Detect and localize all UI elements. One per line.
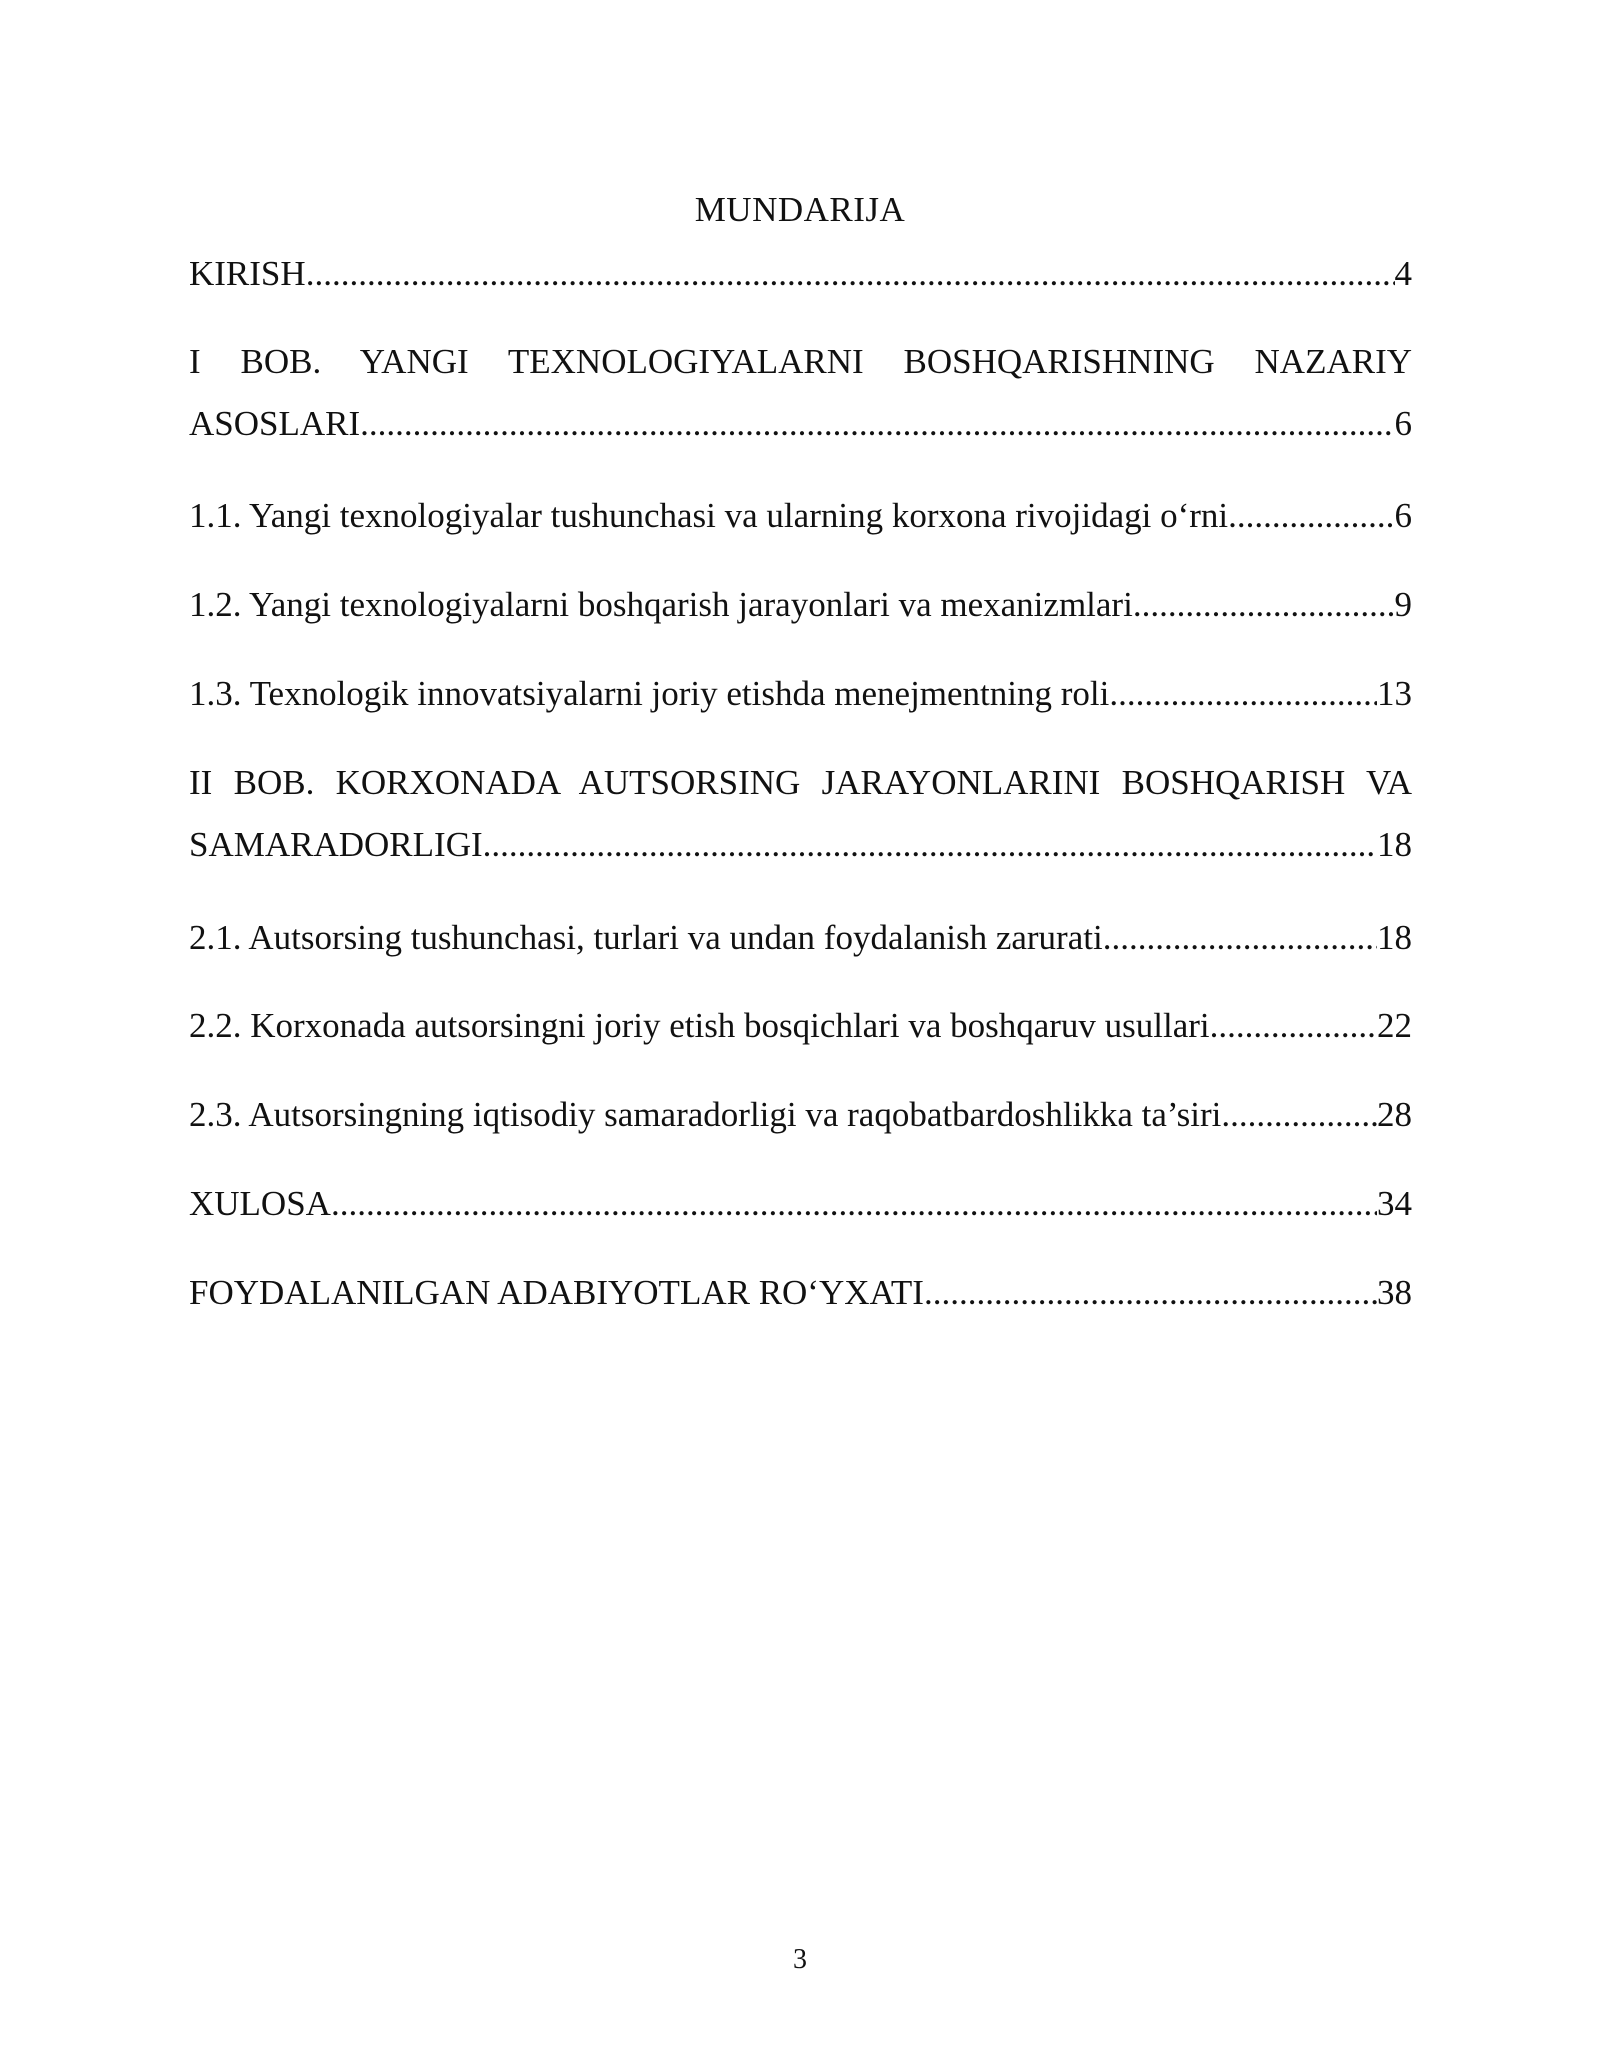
toc-leader-dots (1133, 583, 1395, 627)
toc-entry-xulosa[interactable] (189, 1182, 1412, 1226)
toc-entry-references[interactable] (189, 1271, 1412, 1315)
toc-entry-page: 6 (1394, 496, 1412, 535)
toc-entry-text: XULOSA (189, 1184, 331, 1223)
toc-entry-section-1-1[interactable] (189, 494, 1412, 538)
toc-entry-section-2-3[interactable] (189, 1093, 1412, 1137)
toc-entry-text: 2.2. Korxonada autsorsingni joriy etish bosqichlari va boshqaruv usullari (189, 1006, 1210, 1045)
toc-entry-page: 28 (1377, 1095, 1412, 1134)
toc-entry-text: 2.3. Autsorsingning iqtisodiy samaradorligi va raqobatbardoshlikka ta’siri (189, 1095, 1222, 1134)
toc-entry-text: KIRISH (189, 254, 306, 293)
toc-entry-page: 9 (1394, 585, 1412, 624)
toc-entry-section-2-1[interactable] (189, 916, 1412, 960)
toc-leader-dots (924, 1271, 1377, 1315)
toc-leader-dots (1103, 916, 1377, 960)
toc-entry-chapter-1[interactable] (189, 340, 1412, 446)
toc-entry-text: 1.1. Yangi texnologiyalar tushunchasi va ularning korxona rivojidagi o‘rni (189, 496, 1229, 535)
toc-entry-section-1-3[interactable] (189, 672, 1412, 716)
toc-entry-text: FOYDALANILGAN ADABIYOTLAR RO‘YXATI (189, 1273, 924, 1312)
toc-entry-text: 1.2. Yangi texnologiyalarni boshqarish jarayonlari va mexanizmlari (189, 585, 1133, 624)
toc-entry-kirish[interactable] (189, 252, 1412, 296)
toc-entry-page: 13 (1377, 674, 1412, 713)
toc-entry-page: 18 (1377, 918, 1412, 957)
toc-entry-text: SAMARADORLIGI (189, 825, 483, 864)
toc-entry-section-1-2[interactable] (189, 583, 1412, 627)
toc-entry-text: 2.1. Autsorsing tushunchasi, turlari va undan foydalanish zarurati (189, 918, 1103, 957)
toc-leader-dots (360, 402, 1394, 446)
toc-entry-page: 4 (1394, 254, 1412, 293)
toc-leader-dots (1210, 1004, 1377, 1048)
toc-entry-text: 1.3. Texnologik innovatsiyalarni joriy etishda menejmentning roli (189, 674, 1110, 713)
toc-entry-text-line1: I BOB. YANGI TEXNOLOGIYALARNI BOSHQARISHNING NAZARIY (189, 342, 1412, 381)
toc-leader-dots (1109, 672, 1377, 716)
toc-entry-text-line1: II BOB. KORXONADA AUTSORSING JARAYONLARINI BOSHQARISH VA (189, 763, 1412, 802)
page-number: 3 (793, 1944, 807, 1975)
toc-leader-dots (331, 1182, 1377, 1226)
toc-entry-chapter-2[interactable] (189, 761, 1412, 867)
toc-entry-page: 38 (1377, 1273, 1412, 1312)
toc-entry-page: 18 (1377, 825, 1412, 864)
toc-entry-page: 34 (1377, 1184, 1412, 1223)
toc-leader-dots (483, 823, 1377, 867)
toc-entry-page: 6 (1394, 404, 1412, 443)
toc-entry-text: ASOSLARI (189, 404, 361, 443)
toc-entry-page: 22 (1377, 1006, 1412, 1045)
toc-leader-dots (306, 252, 1395, 296)
toc-leader-dots (1221, 1093, 1377, 1137)
toc-entry-section-2-2[interactable] (189, 1004, 1412, 1048)
toc-leader-dots (1228, 494, 1394, 538)
toc-title: MUNDARIJA (694, 190, 906, 229)
